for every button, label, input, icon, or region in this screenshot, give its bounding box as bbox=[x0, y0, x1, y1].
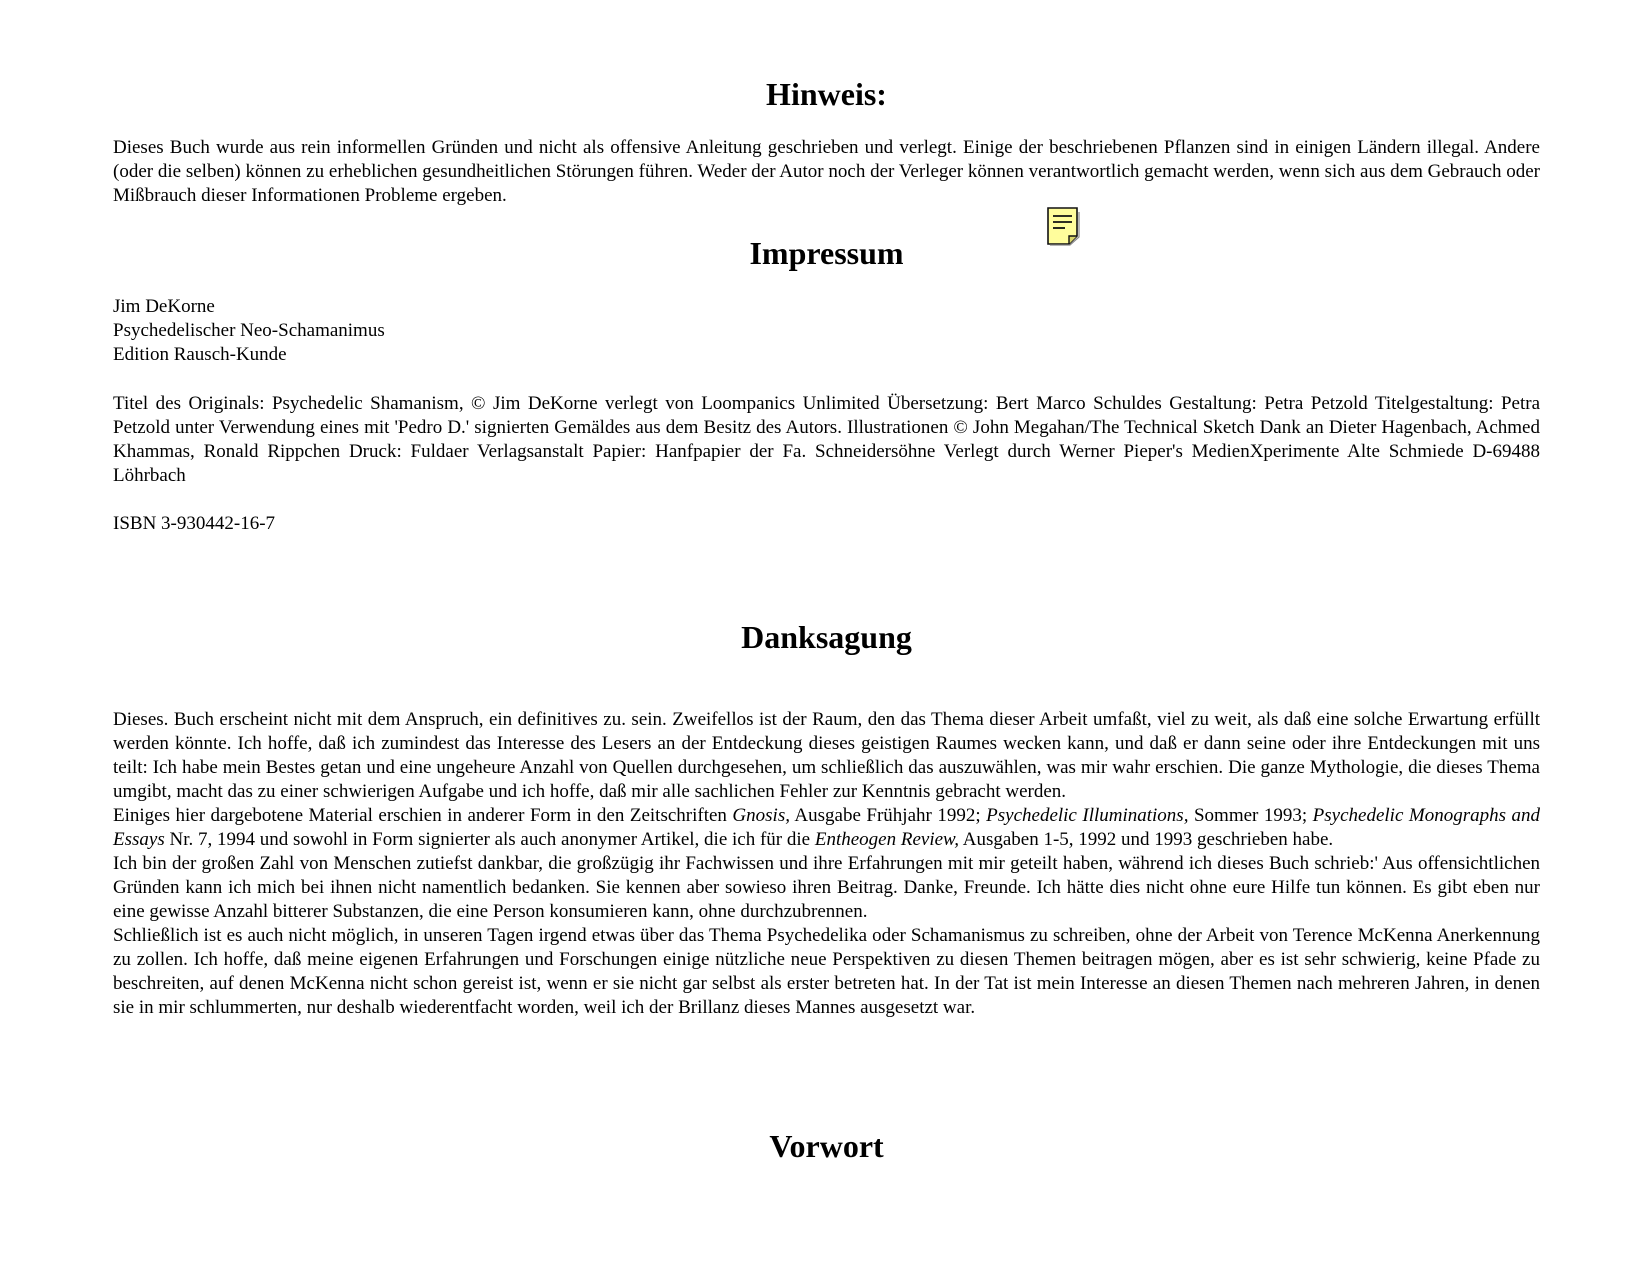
p2-text-1: Einiges hier dargebotene Material erschien in anderer Form in den Zeitschriften bbox=[113, 805, 733, 826]
impressum-book-title: Psychedelischer Neo-Schamanimus bbox=[113, 320, 385, 341]
danksagung-paragraph-1: Dieses. Buch erscheint nicht mit dem Anspruch, ein definitives zu. sein. Zweifellos ist der Raum, den das Thema dieser Arbeit umfaßt, viel zu weit, als daß eine solche Erwartung erfüllt werden könnte. Ich hoffe, daß ich zumindest das Interesse des Lesers an der Entdeckung dieses geistigen Raumes wecken kann, und daß er dann seine oder ihre Entdeckungen mit uns teilt: Ich habe mein Bestes getan und eine ungeheure Anzahl von Quellen durchgesehen, um schließlich das auszuwählen, was mir wahr erschien. Die ganze Mythologie, die dieses Thema umgibt, macht das zu einer schwierigen Aufgabe und ich hoffe, daß mir alle sachlichen Fehler zur Kenntnis gebracht werden. bbox=[113, 709, 1540, 802]
danksagung-section bbox=[113, 708, 1540, 1020]
heading-danksagung: Danksagung bbox=[741, 619, 912, 655]
heading-hinweis: Hinweis: bbox=[766, 76, 887, 112]
p2-journal-entheogen: Entheogen Review, bbox=[814, 829, 960, 850]
danksagung-paragraph-4: Schließlich ist es auch nicht möglich, in unseren Tagen irgend etwas über das Thema Psychedelika oder Schamanismus zu schreiben, ohne der Arbeit von Terence McKenna Anerkennung zu zollen. Ich hoffe, daß meine eigenen Erfahrungen und Forschungen einige nützliche neue Perspektiven zu diesen Themen beitragen mögen, aber es ist sehr schwierig, keine Pfade zu beschreiten, auf denen McKenna nicht schon gereist ist, wenn er sie nicht gar selbst als erster betreten hat. In der Tat ist mein Interesse an diesen Themen nach mehreren Jahren, in denen sie in mir schlummerten, nur deshalb wiederentfacht worden, weil ich der Brillanz dieses Mannes ausgesetzt war. bbox=[113, 925, 1540, 1018]
impressum-edition: Edition Rausch-Kunde bbox=[113, 344, 287, 365]
p2-journal-illuminations: Psychedelic Illuminations, bbox=[986, 805, 1189, 826]
isbn: ISBN 3-930442-16-7 bbox=[113, 513, 276, 534]
p2-text-5: Ausgaben 1-5, 1992 und 1993 geschrieben habe. bbox=[959, 829, 1334, 850]
impressum-credits-section bbox=[113, 392, 1540, 488]
danksagung-paragraph-3: Ich bin der großen Zahl von Menschen zutiefst dankbar, die großzügig ihr Fachwissen und ihre Erfahrungen mit mir geteilt haben, während ich dieses Buch schrieb:' Aus offensichtlichen Gründen kann ich mich bei ihnen nicht namentlich bedanken. Sie kennen aber sowieso ihren Beitrag. Danke, Freunde. Ich hätte dies nicht ohne eure Hilfe tun können. Es gibt eben nur eine gewisse Anzahl bitterer Substanzen, die eine Person konsumieren kann, ohne durchzubrennen. bbox=[113, 853, 1540, 922]
p2-text-2: Ausgabe Frühjahr 1992; bbox=[789, 805, 987, 826]
isbn-section bbox=[113, 512, 1540, 536]
p2-journal-gnosis: Gnosis, bbox=[732, 805, 790, 826]
hinweis-section bbox=[113, 136, 1540, 208]
impressum-section bbox=[113, 295, 1540, 367]
danksagung-paragraph-2 bbox=[113, 804, 1540, 852]
p2-text-4: Nr. 7, 1994 und sowohl in Form signierter als auch anonymer Artikel, die ich für die bbox=[164, 829, 815, 850]
impressum-credits: Titel des Originals: Psychedelic Shamanism, © Jim DeKorne verlegt von Loompanics Unlimited Übersetzung: Bert Marco Schuldes Gestaltung: Petra Petzold Titelgestaltung: Petra Petzold unter Verwendung eines mit 'Pedro D.' signierten Gemäldes aus dem Besitz des Autors. Illustrationen © John Megahan/The Technical Sketch Dank an Dieter Hagenbach, Achmed Khammas, Ronald Rippchen Druck: Fuldaer Verlagsanstalt Papier: Hanfpapier der Fa. Schneidersöhne Verlegt durch Werner Pieper's MedienXperimente Alte Schmiede D-69488 Löhrbach bbox=[113, 393, 1540, 486]
hinweis-paragraph: Dieses Buch wurde aus rein informellen Gründen und nicht als offensive Anleitung geschrieben und verlegt. Einige der beschriebenen Pflanzen sind in einigen Ländern illegal. Andere (oder die selben) können zu erheblichen gesundheitlichen Störungen führen. Weder der Autor noch der Verleger können verantwortlich gemacht werden, wenn sich aus dem Gebrauch oder Mißbrauch dieser Informationen Probleme ergeben. bbox=[113, 137, 1540, 206]
heading-vorwort: Vorwort bbox=[769, 1128, 884, 1164]
heading-impressum: Impressum bbox=[749, 235, 904, 271]
impressum-author: Jim DeKorne bbox=[113, 296, 215, 317]
p2-text-3: Sommer 1993; bbox=[1188, 805, 1313, 826]
p2-journal-monographs: Psychedelic Monographs and Essays bbox=[113, 805, 1541, 850]
